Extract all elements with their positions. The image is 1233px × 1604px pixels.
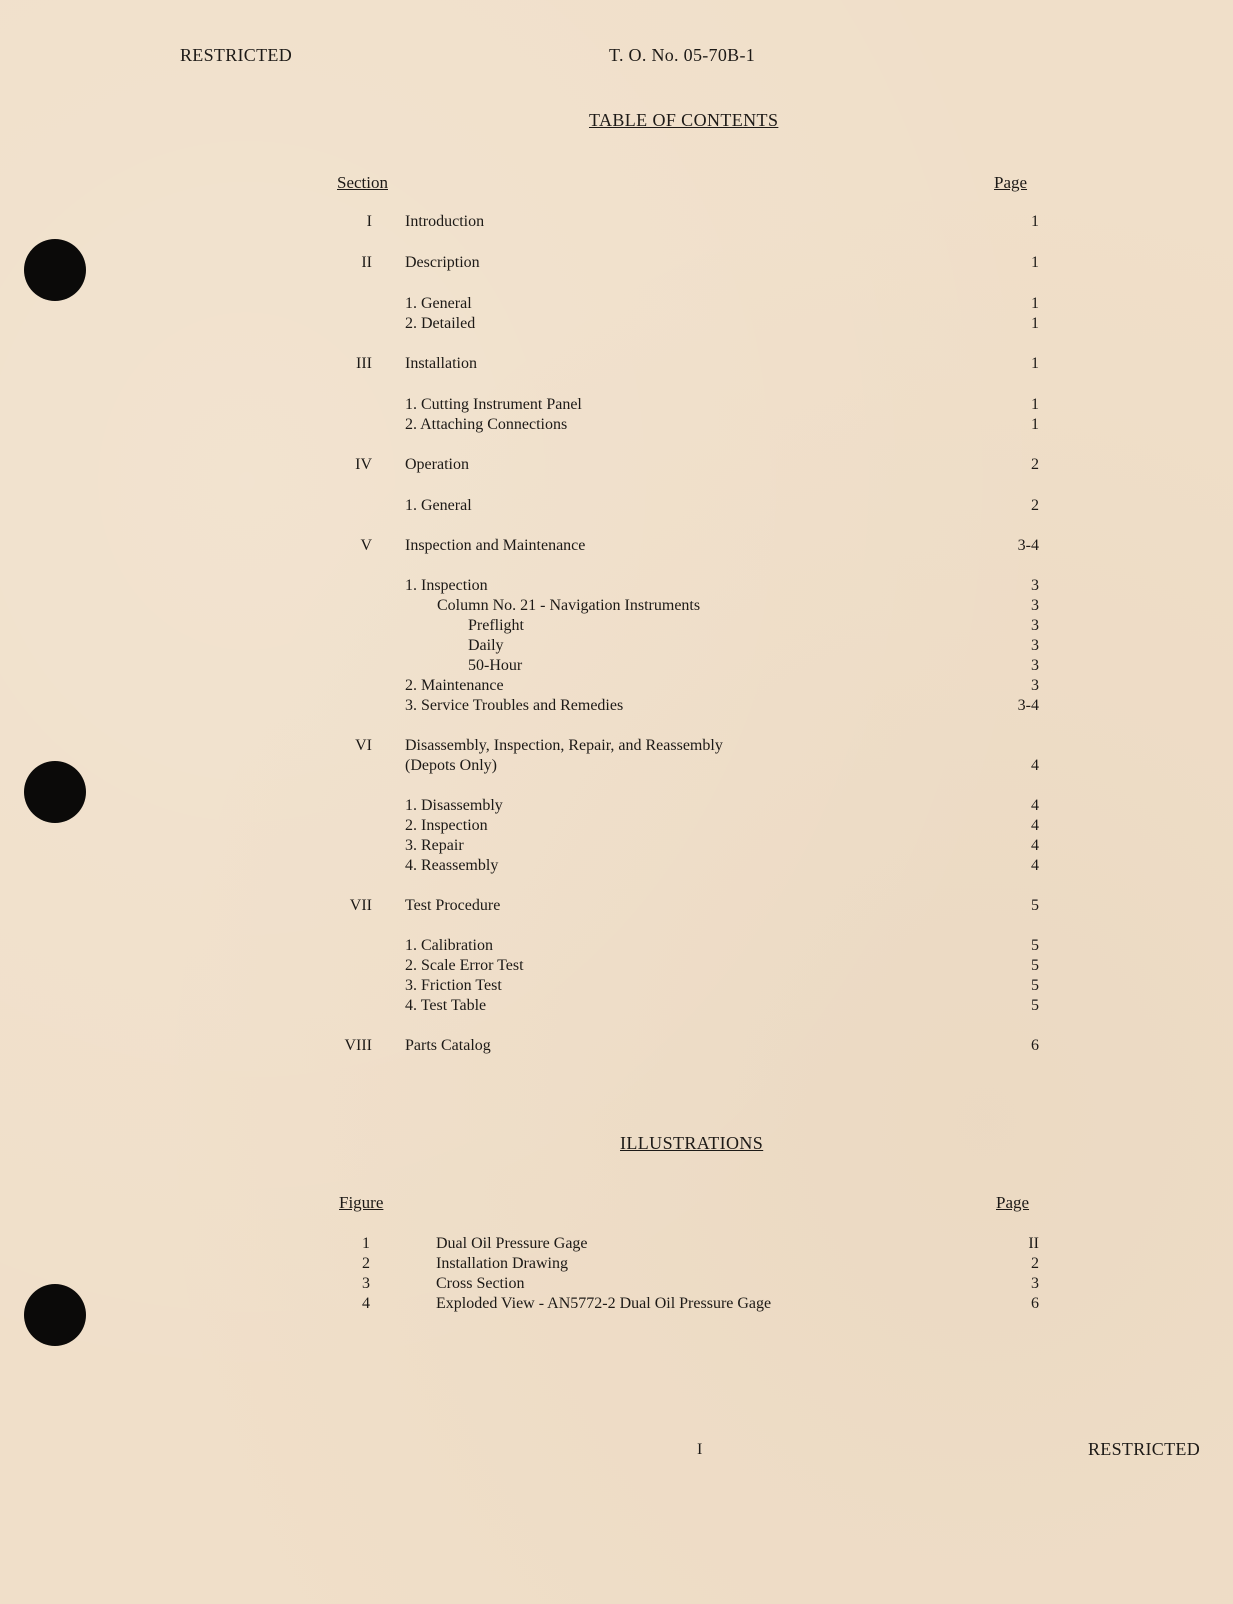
toc-page-number: 3 — [1031, 597, 1039, 614]
figure-label: Installation Drawing — [436, 1255, 568, 1272]
toc-entry-label: 1. Disassembly — [405, 797, 503, 814]
toc-entry — [0, 697, 1233, 717]
illustrations-title: ILLUSTRATIONS — [620, 1133, 764, 1153]
toc-page-number: 4 — [1031, 837, 1039, 854]
toc-entry — [0, 537, 1233, 557]
toc-entry — [0, 737, 1233, 757]
toc-entry — [0, 937, 1233, 957]
toc-page-number: 4 — [1031, 817, 1039, 834]
toc-page-number: 5 — [1031, 977, 1039, 994]
toc-section-number: IV — [355, 456, 372, 473]
toc-page-number: 1 — [1031, 315, 1039, 332]
toc-entry-label: 4. Test Table — [405, 997, 487, 1014]
toc-section-number: V — [360, 537, 372, 554]
toc-section-number: II — [361, 254, 372, 271]
toc-page-number: 3-4 — [1017, 697, 1039, 714]
toc-page-number: 1 — [1031, 295, 1039, 312]
toc-entry-label: Daily — [468, 637, 504, 654]
toc-entry-label: (Depots Only) — [405, 757, 497, 774]
toc-page-number: 1 — [1031, 254, 1039, 271]
toc-entry — [0, 817, 1233, 837]
toc-entry — [0, 757, 1233, 777]
toc-entry — [0, 637, 1233, 657]
illustration-entry — [0, 1295, 1233, 1315]
toc-page-number: 3 — [1031, 637, 1039, 654]
toc-entry — [0, 213, 1233, 233]
toc-entry-label: Inspection and Maintenance — [405, 537, 586, 554]
toc-entry-label: 50-Hour — [468, 657, 523, 674]
toc-entry — [0, 957, 1233, 977]
toc-col-section: Section — [337, 173, 388, 192]
toc-entry — [0, 797, 1233, 817]
toc-entry — [0, 837, 1233, 857]
toc-entry-label: 2. Inspection — [405, 817, 488, 834]
toc-page-number: 5 — [1031, 937, 1039, 954]
toc-entry-label: Operation — [405, 456, 469, 473]
illustration-entry — [0, 1235, 1233, 1255]
illustration-entry — [0, 1255, 1233, 1275]
toc-entry-label: Installation — [405, 355, 477, 372]
toc-entry-label: 1. Cutting Instrument Panel — [405, 396, 582, 413]
toc-entry-label: 2. Attaching Connections — [405, 416, 568, 433]
toc-entry — [0, 497, 1233, 517]
figure-number: 4 — [362, 1295, 370, 1312]
toc-page-number: 2 — [1031, 497, 1039, 514]
toc-entry-label: 2. Scale Error Test — [405, 957, 524, 974]
toc-page-number: 3 — [1031, 657, 1039, 674]
toc-page-number: 4 — [1031, 757, 1039, 774]
toc-entry — [0, 677, 1233, 697]
figure-number: 3 — [362, 1275, 370, 1292]
toc-entry-label: 3. Service Troubles and Remedies — [405, 697, 624, 714]
toc-entry-label: 1. General — [405, 295, 472, 312]
toc-entry-label: 1. Calibration — [405, 937, 493, 954]
toc-page-number: 3 — [1031, 577, 1039, 594]
toc-col-page: Page — [994, 173, 1028, 192]
toc-entry-label: 3. Friction Test — [405, 977, 502, 994]
footer-classification: RESTRICTED — [1088, 1439, 1201, 1459]
toc-entry-label: 1. Inspection — [405, 577, 488, 594]
toc-entry — [0, 897, 1233, 917]
figure-page-number: 6 — [1031, 1295, 1039, 1312]
toc-page-number: 4 — [1031, 797, 1039, 814]
toc-entry-label: Disassembly, Inspection, Repair, and Reassembly — [405, 737, 723, 754]
figure-number: 2 — [362, 1255, 370, 1272]
toc-section-number: I — [366, 213, 372, 230]
toc-entry-label: 4. Reassembly — [405, 857, 499, 874]
toc-page-number: 5 — [1031, 957, 1039, 974]
toc-entry — [0, 577, 1233, 597]
toc-page-number: 1 — [1031, 416, 1039, 433]
toc-page-number: 1 — [1031, 396, 1039, 413]
figure-number: 1 — [362, 1235, 370, 1252]
toc-entry — [0, 857, 1233, 877]
toc-section-number: VIII — [344, 1037, 372, 1054]
toc-entry — [0, 396, 1233, 416]
toc-page-number: 3-4 — [1017, 537, 1039, 554]
toc-entry — [0, 355, 1233, 375]
toc-entry-label: Test Procedure — [405, 897, 501, 914]
toc-page-number: 1 — [1031, 213, 1039, 230]
toc-entry — [0, 254, 1233, 274]
footer-page-number: I — [697, 1441, 703, 1458]
header-to-number: T. O. No. 05-70B-1 — [609, 45, 756, 65]
figure-label: Cross Section — [436, 1275, 525, 1292]
toc-entry-label: 1. General — [405, 497, 472, 514]
toc-page-number: 6 — [1031, 1037, 1039, 1054]
toc-entry — [0, 295, 1233, 315]
toc-entry — [0, 657, 1233, 677]
illustration-entry — [0, 1275, 1233, 1295]
illustrations-col-figure: Figure — [339, 1193, 384, 1212]
toc-entry — [0, 456, 1233, 476]
header-classification: RESTRICTED — [180, 45, 293, 65]
toc-entry-label: Description — [405, 254, 480, 271]
toc-entry-label: Preflight — [468, 617, 524, 634]
toc-entry — [0, 597, 1233, 617]
illustrations-col-page: Page — [996, 1193, 1030, 1212]
toc-entry — [0, 315, 1233, 335]
toc-entry-label: 2. Maintenance — [405, 677, 504, 694]
toc-entry — [0, 1037, 1233, 1057]
toc-page-number: 4 — [1031, 857, 1039, 874]
toc-entry-label: 3. Repair — [405, 837, 464, 854]
toc-section-number: VII — [349, 897, 372, 914]
toc-page-number: 3 — [1031, 677, 1039, 694]
toc-page-number: 3 — [1031, 617, 1039, 634]
toc-page-number: 2 — [1031, 456, 1039, 473]
toc-entry — [0, 617, 1233, 637]
figure-label: Dual Oil Pressure Gage — [436, 1235, 588, 1252]
figure-page-number: 2 — [1031, 1255, 1039, 1272]
figure-page-number: II — [1028, 1235, 1039, 1252]
figure-page-number: 3 — [1031, 1275, 1039, 1292]
toc-entry — [0, 416, 1233, 436]
toc-entry-label: Parts Catalog — [405, 1037, 491, 1054]
toc-title: TABLE OF CONTENTS — [589, 110, 779, 130]
toc-section-number: III — [356, 355, 372, 372]
toc-section-number: VI — [355, 737, 372, 754]
toc-page-number: 1 — [1031, 355, 1039, 372]
toc-entry-label: 2. Detailed — [405, 315, 476, 332]
figure-label: Exploded View - AN5772-2 Dual Oil Pressure Gage — [436, 1295, 772, 1312]
toc-page-number: 5 — [1031, 897, 1039, 914]
toc-entry-label: Column No. 21 - Navigation Instruments — [437, 597, 701, 614]
toc-entry — [0, 997, 1233, 1017]
toc-entry-label: Introduction — [405, 213, 485, 230]
toc-entry — [0, 977, 1233, 997]
toc-page-number: 5 — [1031, 997, 1039, 1014]
